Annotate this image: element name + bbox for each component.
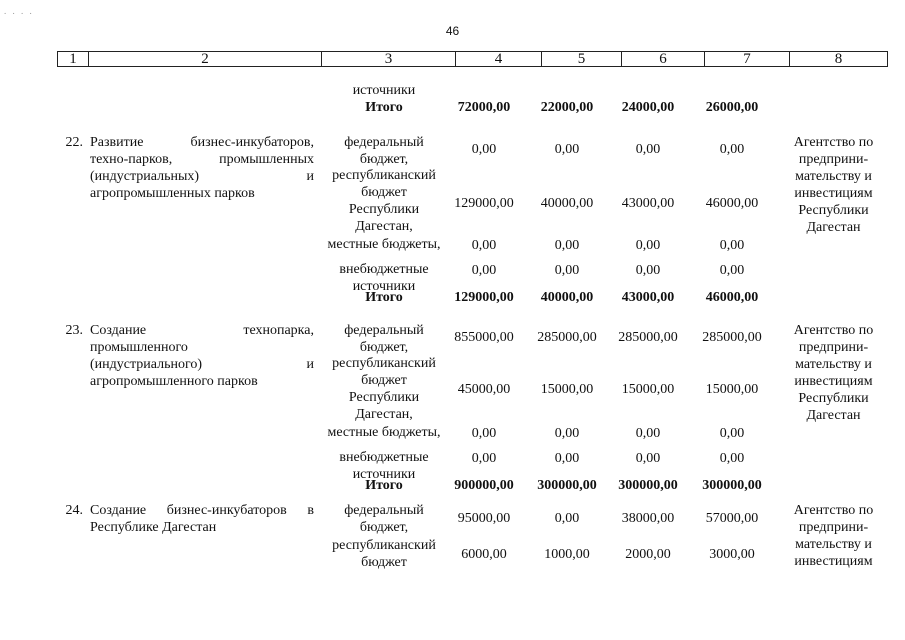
funding-value-col4: 0,00 xyxy=(471,238,497,253)
funding-value-col6: 38000,00 xyxy=(621,511,675,526)
total-value-col5: 300000,00 xyxy=(537,478,597,493)
funding-value-col5: 0,00 xyxy=(554,142,580,157)
funding-value-col5: 0,00 xyxy=(554,238,580,253)
item-name: промышленного xyxy=(90,340,188,355)
funding-source-label: местные бюджеты, xyxy=(327,237,441,252)
corner-mark: . . . . xyxy=(4,6,34,16)
responsible-agency: Республики xyxy=(798,391,869,406)
funding-source-label: внебюджетные xyxy=(339,450,429,465)
funding-value-col4: 0,00 xyxy=(471,263,497,278)
column-header-row xyxy=(57,51,888,67)
responsible-agency: Агентство по xyxy=(793,503,874,518)
funding-value-col5: 285000,00 xyxy=(537,330,597,345)
funding-source-label: источники xyxy=(352,279,416,294)
total-label: Итого xyxy=(365,100,403,115)
item-name: агропромышленного парков xyxy=(90,374,258,389)
funding-value-col4: 129000,00 xyxy=(454,196,514,211)
item-name: Развитие бизнес-инкубаторов, xyxy=(90,135,314,150)
funding-value-col7: 15000,00 xyxy=(705,382,759,397)
column-number-5: 5 xyxy=(542,52,622,67)
funding-value-col5: 1000,00 xyxy=(544,547,590,562)
item-name: (индустриального) и xyxy=(90,357,314,372)
item-name: Создание бизнес-инкубаторов в xyxy=(90,503,314,518)
funding-source-label: федеральный xyxy=(344,323,424,338)
item-name: (индустриальных) и xyxy=(90,169,314,184)
item-number: 23. xyxy=(65,323,83,338)
funding-source-label: федеральный xyxy=(344,503,424,518)
funding-value-col7: 0,00 xyxy=(719,142,745,157)
funding-value-col6: 0,00 xyxy=(635,426,661,441)
funding-source-label: республиканский xyxy=(332,168,436,183)
funding-source-label: бюджет xyxy=(361,373,407,388)
funding-value-col6: 0,00 xyxy=(635,142,661,157)
funding-source-label: Дагестан, xyxy=(355,407,413,422)
total-value-col6: 300000,00 xyxy=(618,478,678,493)
funding-value-col5: 0,00 xyxy=(554,451,580,466)
funding-source-label: Республики xyxy=(348,202,420,217)
item-name: Создание технопарка, xyxy=(90,323,314,338)
funding-source-label: республиканский xyxy=(332,538,436,553)
funding-value-col6: 43000,00 xyxy=(621,196,675,211)
funding-value-col7: 285000,00 xyxy=(702,330,762,345)
funding-value-col4: 0,00 xyxy=(471,451,497,466)
responsible-agency: инвестициям xyxy=(794,554,873,569)
funding-source-label: бюджет, xyxy=(359,340,409,355)
responsible-agency: Агентство по xyxy=(793,135,874,150)
funding-value-col7: 0,00 xyxy=(719,263,745,278)
responsible-agency: предприни- xyxy=(798,152,869,167)
funding-value-col4: 45000,00 xyxy=(457,382,511,397)
funding-value-col4: 855000,00 xyxy=(454,330,514,345)
funding-value-col7: 57000,00 xyxy=(705,511,759,526)
funding-source-label: бюджет, xyxy=(359,152,409,167)
funding-value-col5: 0,00 xyxy=(554,426,580,441)
funding-value-col5: 0,00 xyxy=(554,511,580,526)
responsible-agency: Дагестан xyxy=(806,220,861,235)
funding-source-label: Республики xyxy=(348,390,420,405)
responsible-agency: мательству и xyxy=(795,169,872,184)
total-value-col7: 26000,00 xyxy=(705,100,759,115)
item-name: агропромышленных парков xyxy=(90,186,255,201)
funding-value-col5: 15000,00 xyxy=(540,382,594,397)
column-number-1: 1 xyxy=(58,52,89,67)
funding-value-col7: 46000,00 xyxy=(705,196,759,211)
funding-source-label: внебюджетные xyxy=(339,262,429,277)
total-value-col6: 24000,00 xyxy=(621,100,675,115)
item-name: Республике Дагестан xyxy=(90,520,217,535)
funding-source-label: бюджет, xyxy=(359,520,409,535)
source-label: источники xyxy=(352,83,416,98)
item-number: 22. xyxy=(65,135,83,150)
responsible-agency: инвестициям xyxy=(794,374,873,389)
funding-source-label: федеральный xyxy=(344,135,424,150)
total-value-col6: 43000,00 xyxy=(621,290,675,305)
total-value-col4: 72000,00 xyxy=(457,100,511,115)
funding-value-col7: 0,00 xyxy=(719,238,745,253)
funding-value-col4: 95000,00 xyxy=(457,511,511,526)
responsible-agency: предприни- xyxy=(798,340,869,355)
column-number-3: 3 xyxy=(322,52,456,67)
responsible-agency: предприни- xyxy=(798,520,869,535)
funding-value-col6: 2000,00 xyxy=(625,547,671,562)
responsible-agency: инвестициям xyxy=(794,186,873,201)
total-value-col5: 22000,00 xyxy=(540,100,594,115)
page-number: 46 xyxy=(445,24,460,38)
funding-value-col6: 285000,00 xyxy=(618,330,678,345)
funding-value-col5: 0,00 xyxy=(554,263,580,278)
column-number-4: 4 xyxy=(456,52,542,67)
funding-value-col5: 40000,00 xyxy=(540,196,594,211)
funding-value-col4: 0,00 xyxy=(471,142,497,157)
responsible-agency: Республики xyxy=(798,203,869,218)
funding-value-col4: 6000,00 xyxy=(461,547,507,562)
item-name: техно-парков, промышленных xyxy=(90,152,314,167)
funding-source-label: бюджет xyxy=(361,555,407,570)
responsible-agency: Агентство по xyxy=(793,323,874,338)
total-value-col7: 46000,00 xyxy=(705,290,759,305)
responsible-agency: мательству и xyxy=(795,357,872,372)
total-value-col7: 300000,00 xyxy=(702,478,762,493)
responsible-agency: мательству и xyxy=(795,537,872,552)
funding-value-col7: 0,00 xyxy=(719,426,745,441)
total-label: Итого xyxy=(365,290,403,305)
funding-source-label: республиканский xyxy=(332,356,436,371)
funding-source-label: местные бюджеты, xyxy=(327,425,441,440)
funding-value-col6: 0,00 xyxy=(635,238,661,253)
column-number-7: 7 xyxy=(705,52,790,67)
funding-value-col7: 0,00 xyxy=(719,451,745,466)
funding-value-col7: 3000,00 xyxy=(709,547,755,562)
column-number-8: 8 xyxy=(790,52,888,67)
column-number-2: 2 xyxy=(89,52,322,67)
total-value-col4: 129000,00 xyxy=(454,290,514,305)
funding-value-col6: 15000,00 xyxy=(621,382,675,397)
funding-value-col4: 0,00 xyxy=(471,426,497,441)
funding-value-col6: 0,00 xyxy=(635,451,661,466)
funding-source-label: бюджет xyxy=(361,185,407,200)
column-number-6: 6 xyxy=(622,52,705,67)
funding-source-label: источники xyxy=(352,467,416,482)
item-number: 24. xyxy=(65,503,83,518)
funding-source-label: Дагестан, xyxy=(355,219,413,234)
funding-value-col6: 0,00 xyxy=(635,263,661,278)
responsible-agency: Дагестан xyxy=(806,408,861,423)
total-value-col5: 40000,00 xyxy=(540,290,594,305)
total-value-col4: 900000,00 xyxy=(454,478,514,493)
total-label: Итого xyxy=(365,478,403,493)
